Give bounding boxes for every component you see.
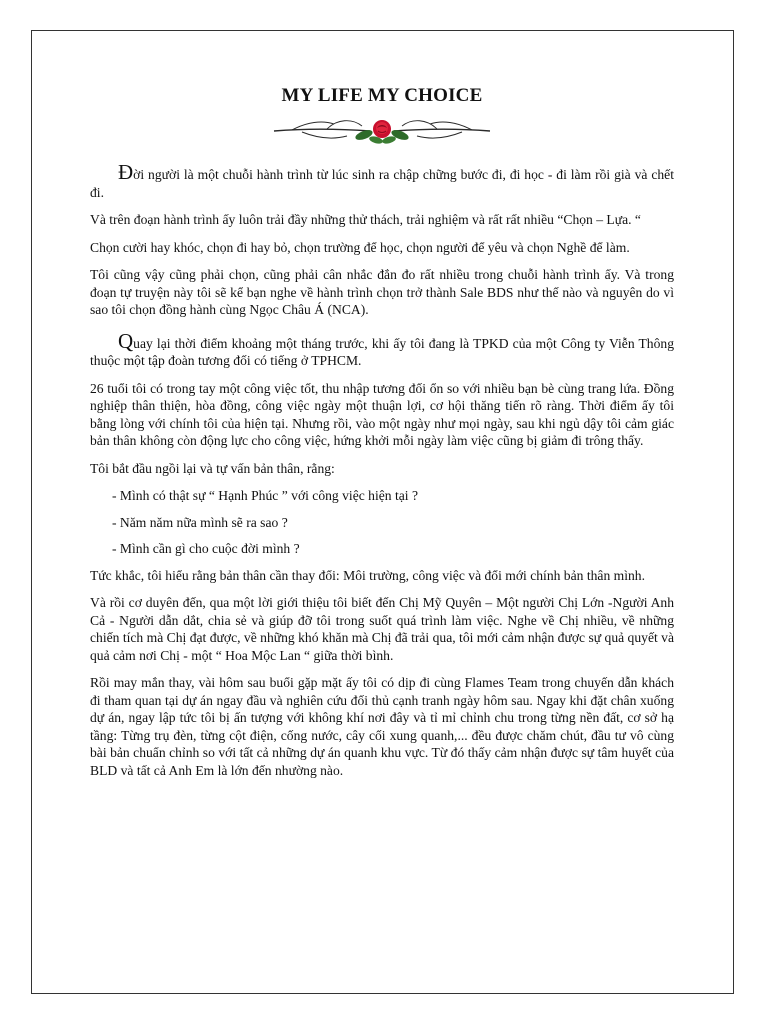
paragraph-mentor: Và rồi cơ duyên đến, qua một lời giới thiệu tôi biết đến Chị Mỹ Quyên – Một người Chị Lớn -Người Anh Cả - Người dẫn dắt, chia sẻ và giúp đỡ tôi trong suốt quá trình làm việc. Nghe về Chị nhiều, về những chiến tích mà Chị đạt được, về những khó khăn mà Chị đã trải qua, tôi mới cảm nhận được sự quả quyết và quả cảm nơi Chị - một “ Hoa Mộc Lan “ giữa thời bình. [90, 595, 674, 663]
paragraph-intro [90, 160, 674, 201]
paragraph-text: uay lại thời điểm khoảng một tháng trước, khi ấy tôi đang là TPKD của một Công ty Viễn Thông thuộc một tập đoàn tương đối có tiếng ở TPHCM. [90, 335, 674, 368]
dropcap-letter: Đ [118, 160, 134, 184]
list-item: - Mình cần gì cho cuộc đời mình ? [112, 541, 300, 556]
paragraph-flashback [90, 328, 674, 370]
paragraph-change: Tức khắc, tôi hiểu rằng bản thân cần thay đổi: Môi trường, công việc và đổi mới chính bản thân mình. [90, 567, 645, 583]
paragraph-choose-list: Chọn cười hay khóc, chọn đi hay bỏ, chọn trường để học, chọn người để yêu và chọn Nghề để làm. [90, 239, 630, 255]
list-item: - Mình có thật sự “ Hạnh Phúc ” với công việc hiện tại ? [112, 488, 418, 503]
paragraph-career: 26 tuổi tôi có trong tay một công việc tốt, thu nhập tương đối ổn so với nhiều bạn bè cùng trang lứa. Đồng nghiệp thân thiện, hòa đồng, công việc ngày một thuận lợi, cơ hội thăng tiến rõ ràng. Thời điểm ấy tôi bằng lòng với chính tôi của hiện tại. Nhưng rồi, vào một ngày như mọi ngày, sau khi ngủ dậy tôi cảm giác bản thân không còn động lực cho công việc, hứng khởi mỗi ngày làm việc cũng bị giảm đi trông thấy. [90, 380, 674, 448]
paragraph-text: ời người là một chuỗi hành trình từ lúc sinh ra chập chững bước đi, đi học - đi làm rồi già và chết đi. [90, 167, 674, 200]
rose-ornament-icon [272, 114, 492, 146]
document-title: MY LIFE MY CHOICE [281, 85, 483, 106]
paragraph-choices: Và trên đoạn hành trình ấy luôn trải đầy những thử thách, trải nghiệm và rất rất nhiều “Chọn – Lựa. “ [90, 212, 641, 227]
dropcap-letter: Q [118, 328, 134, 353]
paragraph-project-visit: Rồi may mắn thay, vài hôm sau buổi gặp mặt ấy tôi có dịp đi cùng Flames Team trong chuyến dẫn khách đi tham quan tại dự án ngay đầu và nghiên cứu đối thủ cạnh tranh ngày hôm sau. Ngay khi đặt chân xuống dự án, ngay lập tức tôi bị ấn tượng với không khí nơi đây và tỉ mỉ chỉnh chu trong từng nền đất, cơ sở hạ tầng: Từng trụ đèn, từng cột điện, cống nước, cây cối xung quanh,... đều được chăm chút, đầu tư vô cùng bài bản chuẩn chỉnh so với tất cả những dự án quanh khu vực. Từ đó thấy cảm nhận được sự tâm huyết của BLD và tất cả Anh Em là lớn đến nhường nào. [90, 675, 674, 778]
list-item: - Năm năm nữa mình sẽ ra sao ? [112, 514, 288, 530]
paragraph-self-question: Tôi bắt đầu ngồi lại và tự vấn bản thân, rằng: [90, 460, 335, 476]
document-body [90, 84, 674, 789]
paragraph-journey: Tôi cũng vậy cũng phải chọn, cũng phải cân nhắc đắn đo rất nhiều trong chuỗi hành trình ấy. Và trong đoạn tự truyện này tôi sẽ kể bạn nghe về hành trình chọn trở thành Sale BDS như thế nào và nguyên do vì sao tôi chọn đồng hành cùng Ngọc Châu Á (NCA). [90, 267, 674, 317]
